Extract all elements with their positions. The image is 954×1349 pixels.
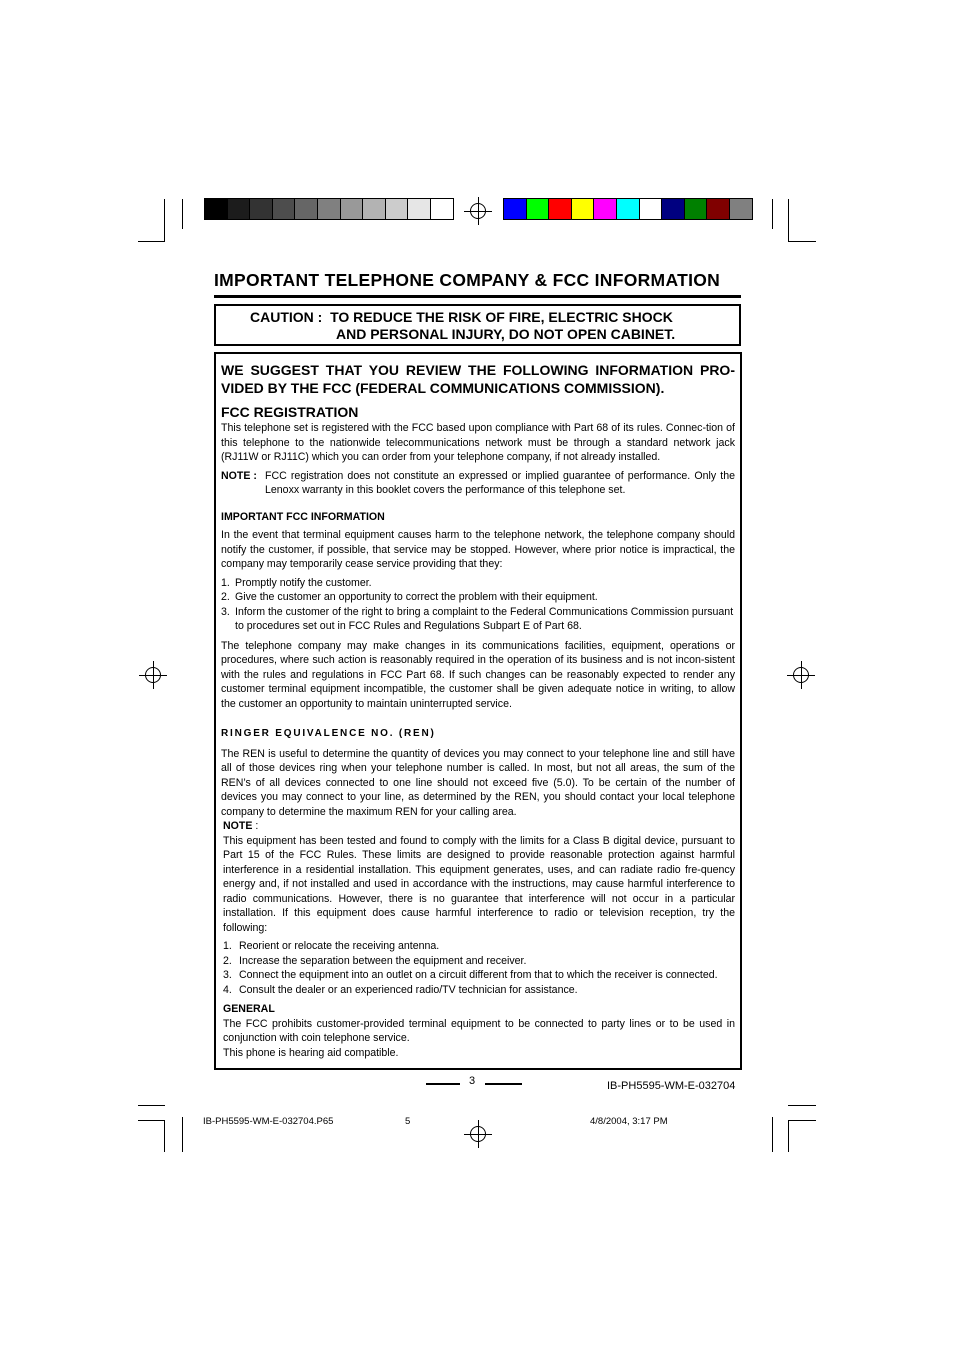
list-item: 4. Consult the dealer or an experienced radio/TV technician for assistance. [223,983,578,996]
registration-mark-bottom [464,1120,492,1148]
ren-note-text: This equipment has been tested and found to comply with the limits for a Class B digital device, pursuant to Part 15 of the FCC Rules. These limits are designed to provide reasonable protection against harmful interference in a residential installation. This equipment generates, uses, and can radiate radio fre-quency energy and, if not installed and used in accordance with the instructions, may cause harmful interference to radio communications. However, there is no guarantee that interference will not occur in a particular installation. If this equipment does cause harmful interference to radio or television reception, try the following: [223,834,735,934]
important-fcc-heading: IMPORTANT FCC INFORMATION [221,510,385,523]
color-swatch [639,198,663,220]
general-heading: GENERAL [223,1003,275,1015]
color-swatch [227,198,251,220]
color-swatch [317,198,341,220]
list-item: 1. Promptly notify the customer. [221,576,372,589]
print-timestamp: 4/8/2004, 3:17 PM [590,1116,668,1127]
note-label: NOTE : [221,469,257,482]
print-file-name: IB-PH5595-WM-E-032704.P65 [203,1116,334,1127]
general-body: The FCC prohibits customer-provided terminal equipment to be connected to party lines or to be used in conjunction with coin telephone service. [223,1017,735,1044]
page-title: IMPORTANT TELEPHONE COMPANY & FCC INFORMATION [214,270,721,290]
color-swatch [204,198,228,220]
registration-mark-top [464,197,492,225]
color-swatch [385,198,409,220]
color-swatch [661,198,685,220]
page-number: 3 [469,1075,476,1087]
note-text: FCC registration does not constitute an expressed or implied guarantee of performance. Only the Lenoxx warranty in this booklet covers the performance of this telephone set. [265,469,735,496]
list-item: 3. Inform the customer of the right to bring a complaint to the Federal Communications Commission pursuant to procedures set out in FCC Rules and Regulations Subpart E of Part 68. [221,605,734,632]
color-swatch [729,198,753,220]
document-code: IB-PH5595-WM-E-032704 [607,1080,736,1092]
title-underline [214,295,741,298]
important-fcc-body: In the event that terminal equipment causes harm to the telephone network, the telephone company should notify the customer, if possible, that service may be stopped. However, where prior notice is impractical, the company may temporarily cease service providing that they: [221,529,735,570]
color-swatch [593,198,617,220]
caution-line-1: CAUTION : TO REDUCE THE RISK OF FIRE, ELECTRIC SHOCK [250,309,673,325]
list-item: 1. Reorient or relocate the receiving antenna. [223,940,440,952]
registration-mark-right [787,661,815,689]
intro-heading: WE SUGGEST THAT YOU REVIEW THE FOLLOWING INFORMATION PRO-VIDED BY THE FCC (FEDERAL COMMUNICATIONS COMMISSION). [221,362,735,396]
caution-box [214,304,741,346]
hearing-aid-text: This phone is hearing aid compatible. [223,1046,399,1059]
color-swatch [571,198,595,220]
fcc-registration-note [221,469,735,498]
print-sheet-number: 5 [405,1116,411,1127]
ren-note-label: NOTE : [223,820,259,832]
page-number-rule-right [485,1083,522,1085]
registration-mark-left [139,661,167,689]
color-swatch [503,198,527,220]
list-item: 2. Give the customer an opportunity to correct the problem with their equipment. [221,591,598,603]
color-swatch [684,198,708,220]
color-swatch [407,198,431,220]
color-swatch [340,198,364,220]
color-swatch [548,198,572,220]
color-swatch [706,198,730,220]
important-fcc-body-2: The telephone company may make changes in its communications facilities, equipment, operations or procedures, where such action is reasonably required in the operation of its business and is not incon-sistent with the rules and regulations in FCC Part 68. If such changes can be reasonably expected to render any customer terminal equipment incompatible, the customer shall be given adequate notice in writing, to allow the customer an opportunity to maintain uninterrupted service. [221,639,735,710]
important-fcc-list [221,576,735,634]
list-item: 2. Increase the separation between the equipment and receiver. [223,954,527,967]
fcc-registration-heading: FCC REGISTRATION [221,404,359,420]
fcc-registration-body: This telephone set is registered with the FCC based upon compliance with Part 68 of its rules. Connec-tion of this telephone to the nationwide telecommunications network must be through a standard network jack (RJ11W or RJ11C) which you can order from your telephone company, if not already installed. [221,422,735,463]
ren-heading: RINGER EQUIVALENCE NO. (REN) [221,728,436,739]
color-swatch [430,198,454,220]
caution-line-2: AND PERSONAL INJURY, DO NOT OPEN CABINET. [336,326,676,342]
color-swatch [294,198,318,220]
color-swatch [272,198,296,220]
list-item: 3. Connect the equipment into an outlet on a circuit different from that to which the receiver is connected. [223,969,718,981]
interference-steps-list [221,939,735,997]
ren-body: The REN is useful to determine the quantity of devices you may connect to your telephone line and still have all of those devices ring when your telephone number is called. In most, but not all areas, the sum of the REN’s of all devices connected to one line should not exceed five (5.0). To be certain of the number of devices you may connect to your line, as determined by the REN, you should contact your local telephone company to determine the maximum REN for your calling area. [221,747,735,818]
fcc-information-box [214,352,742,1070]
color-swatch [616,198,640,220]
color-swatch [249,198,273,220]
color-swatch [362,198,386,220]
color-swatch [526,198,550,220]
page-number-rule-left [426,1083,460,1085]
